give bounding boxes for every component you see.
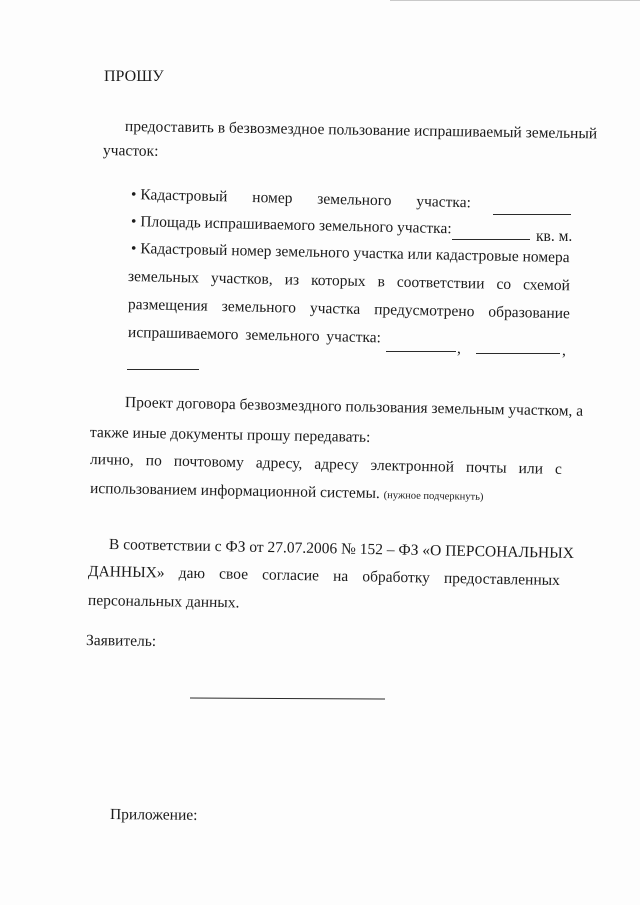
word: земельных <box>127 268 200 287</box>
word: на <box>332 567 349 585</box>
bullet-3-line-3 <box>128 296 570 323</box>
word: даю <box>178 564 206 583</box>
bullet-cadastral-number <box>131 186 471 212</box>
cadastral-numbers-blank-1 <box>386 338 456 352</box>
heading: ПРОШУ <box>104 68 164 85</box>
bullet-3-line-2 <box>128 268 570 295</box>
word: ДАННЫХ» <box>87 563 165 582</box>
word: обработку <box>362 568 431 587</box>
bullet-1-word: участка: <box>416 192 472 212</box>
word: почты <box>465 458 507 477</box>
cadastral-numbers-blank-2 <box>476 340 560 354</box>
word: размещения <box>127 296 208 315</box>
scan-edge-line <box>390 0 640 1</box>
word: испрашиваемого <box>127 324 239 344</box>
comma: , <box>562 342 566 359</box>
bullet-1-word: номер <box>252 188 293 207</box>
attachment-label: Приложение: <box>109 806 198 824</box>
word: земельного <box>221 297 297 317</box>
word: из <box>284 271 300 289</box>
word: лично, <box>89 451 134 469</box>
word: земельного <box>245 326 320 346</box>
bullet-cadastral-numbers-line-1: • Кадастровый номер земельного участка или кадастровые номера <box>130 240 570 267</box>
word: или <box>518 459 544 478</box>
area-unit: кв. м. <box>536 228 573 245</box>
word: которых <box>310 271 366 290</box>
word: участков, <box>210 269 273 289</box>
bullet-2-text: • Площадь испрашиваемого земельного участка: <box>130 213 452 238</box>
word: по <box>145 452 162 470</box>
word: участка <box>309 299 361 318</box>
word: схемой <box>522 276 571 295</box>
word: согласие <box>261 566 320 585</box>
project-line-4-text: использованием информационной системы. <box>89 480 381 503</box>
word: образование <box>488 303 571 323</box>
signature-line <box>190 697 385 699</box>
bullet-area <box>131 213 452 238</box>
word: участка: <box>326 328 382 347</box>
cadastral-number-blank <box>493 201 571 215</box>
bullet-3-line-4 <box>128 324 381 347</box>
project-line-4 <box>90 480 484 507</box>
bullet-1-word: • Кадастровый <box>130 186 228 206</box>
word: соответствии <box>396 273 485 293</box>
cadastral-numbers-blank-3 <box>127 356 199 370</box>
word: свое <box>218 565 249 584</box>
consent-line-3: персональных данных. <box>87 592 240 612</box>
project-line-1: Проект договора безвозмездного пользования земельным участком, а <box>124 394 584 420</box>
word: предоставленных <box>443 569 561 590</box>
project-line-2: также иные документы прошу передавать: <box>89 424 371 446</box>
bullet-1-word: земельного <box>317 190 392 210</box>
word: электронной <box>370 456 455 476</box>
word: адресу, <box>255 454 303 473</box>
applicant-label: Заявитель: <box>85 632 157 650</box>
word: адресу <box>314 455 359 474</box>
consent-line-2 <box>88 563 560 590</box>
area-blank <box>452 226 530 240</box>
comma: , <box>457 340 461 357</box>
word: со <box>496 275 512 294</box>
project-line-3 <box>90 451 562 479</box>
word: предусмотрено <box>374 301 475 321</box>
request-line-2: участок: <box>102 142 159 160</box>
underline-note: (нужное подчеркнуть) <box>383 490 484 503</box>
word: с <box>554 460 563 478</box>
consent-line-1: В соответствии с ФЗ от 27.07.2006 № 152 – ФЗ «О ПЕРСОНАЛЬНЫХ <box>108 536 575 562</box>
word: почтовому <box>173 452 244 472</box>
word: в <box>377 273 386 291</box>
request-line-1: предоставить в безвозмездное пользование испрашиваемый земельный <box>124 118 598 143</box>
